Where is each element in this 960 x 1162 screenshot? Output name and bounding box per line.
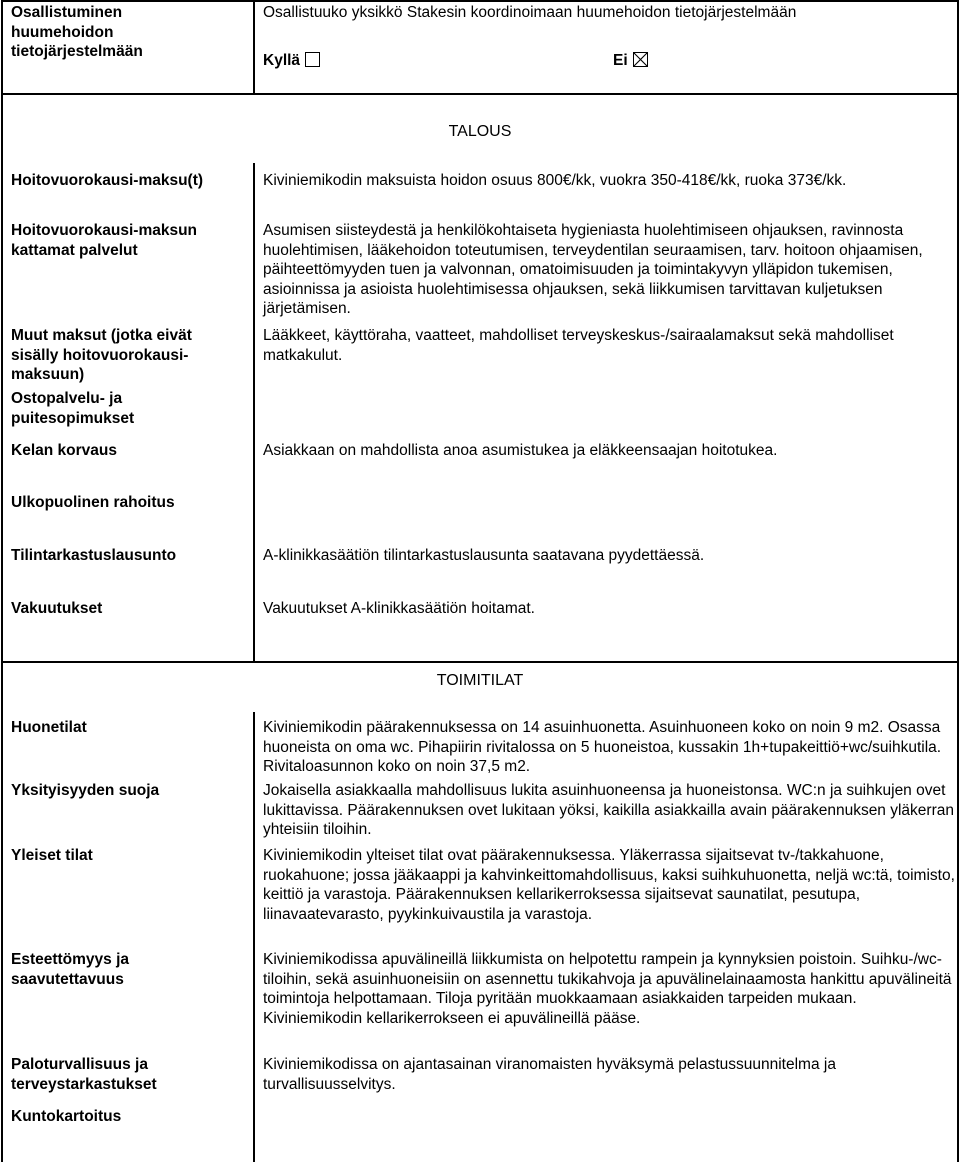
fire-safety-label: Paloturvallisuus ja terveystarkastukset bbox=[11, 1056, 157, 1093]
covered-label: Hoitovuorokausi-maksun kattamat palvelut bbox=[11, 222, 198, 259]
participation-label: Osallistuminen huumehoidon tietojärjestelmään bbox=[11, 4, 143, 60]
other-fees-text: Lääkkeet, käyttöraha, vaatteet, mahdolliset terveyskeskus-/sairaalamaksut sekä mahdolliset matkakulut. bbox=[263, 327, 894, 364]
column-divider-3 bbox=[253, 712, 255, 1162]
no-option bbox=[613, 51, 733, 71]
yes-label: Kyllä bbox=[263, 52, 301, 69]
insurance-label: Vakuutukset bbox=[11, 600, 103, 617]
common-spaces-text: Kiviniemikodin ylteiset tilat ovat päärakennuksessa. Yläkerrassa sijaitsevat tv-/takkahuone, ruokahuone; jossa jääkaappi ja kahvinkeittomahdollisuus, kaksi suihkuhuonetta, neljä wc:tä, toimisto, keittiö ja varastoja. Päärakennuksen kellarikerroksessa sijaitsevat saunatilat, pesutupa, liinavaatevarasto, pyykinkuivaustila ja varastoja. bbox=[263, 847, 955, 923]
border-right bbox=[957, 0, 959, 1162]
fee-text: Kiviniemikodin maksuista hoidon osuus 800€/kk, vuokra 350-418€/kk, ruoka 373€/kk. bbox=[263, 172, 847, 189]
common-spaces-label: Yleiset tilat bbox=[11, 847, 93, 864]
toimitilat-heading: TOIMITILAT bbox=[436, 672, 524, 689]
talous-heading: TALOUS bbox=[448, 123, 512, 140]
accessibility-label: Esteettömyys ja saavutettavuus bbox=[11, 951, 130, 988]
other-fees-label: Muut maksut (jotka eivät sisälly hoitovuorokausi-maksuun) bbox=[11, 327, 192, 383]
condition-survey-label: Kuntokartoitus bbox=[11, 1108, 122, 1125]
row-divider-2 bbox=[1, 661, 958, 663]
audit-text: A-klinikkasäätiön tilintarkastuslausunta saatavana pyydettäessä. bbox=[263, 547, 705, 564]
border-left bbox=[1, 0, 3, 1162]
kela-text: Asiakkaan on mahdollista anoa asumistukea ja eläkkeensaajan hoitotukea. bbox=[263, 442, 778, 459]
yes-checkbox[interactable] bbox=[305, 52, 320, 67]
privacy-text: Jokaisella asiakkaalla mahdollisuus lukita asuinhuoneensa ja huoneistonsa. WC:n ja suihkujen ovet lukittavissa. Päärakennuksen ovet lukitaan yöksi, kaikilla asiakkailla avain päärakennuksen yläkerran yhteisiin tiloihin. bbox=[263, 782, 954, 838]
row-divider-1 bbox=[1, 93, 958, 95]
covered-text: Asumisen siisteydestä ja henkilökohtaiseta hygieniasta huolehtimiseen ohjauksen, ravinnosta huolehtimisen, lääkehoidon toteutumisen, terveydentilan seuraamisen, tarv. hoitoon ohjaamisen, päihteettömyyden tuen ja valvonnan, omatoimisuuden ja toimintakyvyn ylläpidon tukemisen, asioinnissa ja asioista huolehtimisessa ohjauksen, sekä liikkumisen tarvittavan kuljetuksen järjetämisen. bbox=[263, 222, 923, 317]
border-top bbox=[1, 0, 958, 2]
rooms-label: Huonetilat bbox=[11, 719, 87, 736]
no-checkbox[interactable] bbox=[633, 52, 648, 67]
accessibility-text: Kiviniemikodissa apuvälineillä liikkumista on helpotettu rampein ja kynnyksien poistoin. Suihku-/wc-tiloihin, sekä asuinhuoneisiin on asennettu tukikahvoja ja apuvälinelainaamosta hankittu apuvälineitä toimintoja helpottamaan. Tiloja pyritään muokkaamaan asiakkaiden tarpeiden mukaan. Kiviniemikodin kellarikerrokseen ei apuvälineillä pääse. bbox=[263, 951, 952, 1027]
privacy-label: Yksityisyyden suoja bbox=[11, 782, 160, 799]
fire-safety-text: Kiviniemikodissa on ajantasainan viranomaisten hyväksymä pelastussuunnitelma ja turvallisuusselvitys. bbox=[263, 1056, 836, 1093]
kela-label: Kelan korvaus bbox=[11, 442, 117, 459]
participation-question: Osallistuuko yksikkö Stakesin koordinoimaan huumehoidon tietojärjestelmään bbox=[263, 4, 797, 21]
column-divider-1 bbox=[253, 0, 255, 93]
no-label: Ei bbox=[613, 52, 628, 69]
insurance-text: Vakuutukset A-klinikkasäätiön hoitamat. bbox=[263, 600, 535, 617]
rooms-text: Kiviniemikodin päärakennuksessa on 14 asuinhuonetta. Asuinhuoneen koko on noin 9 m2. Osassa huoneista on oma wc. Pihapiirin rivitalossa on 5 huoneistoa, kussakin 1h+tupakeittiö+wc/suihkutila. Rivitaloasunnon koko on noin 37,5 m2. bbox=[263, 719, 942, 775]
fee-label: Hoitovuorokausi-maksu(t) bbox=[11, 172, 204, 189]
external-funding-label: Ulkopuolinen rahoitus bbox=[11, 494, 175, 511]
yes-option bbox=[263, 51, 383, 71]
column-divider-2 bbox=[253, 163, 255, 661]
purchase-label: Ostopalvelu- ja puitesopimukset bbox=[11, 390, 135, 427]
audit-label: Tilintarkastuslausunto bbox=[11, 547, 177, 564]
